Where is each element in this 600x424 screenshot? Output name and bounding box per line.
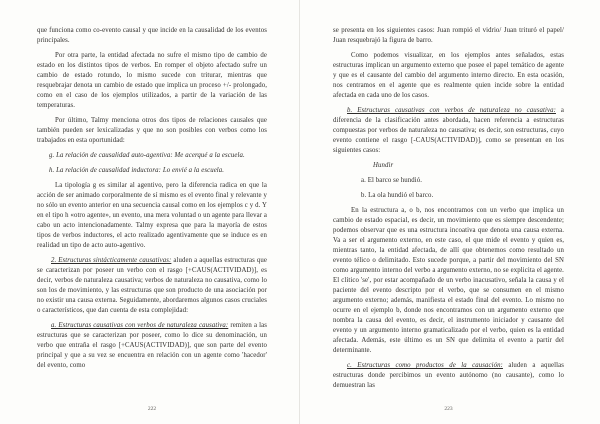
paragraph-text: Por otra parte, la entidad afectada no sufre el mismo tipo de cambio de estado en los distintos tipos de verbos. En romper el objeto afectado sufre un cambio de estado rotundo, lo mismo sucede con triturar, mientras que resquebrajar denota un cambio de estado que implica un proceso +/- prolongado, como en el caso de los ejemplos utilizados, a partir de la variación de las temperaturas.: [37, 52, 267, 109]
paragraph: [333, 206, 564, 356]
section-heading: 2. Estructuras sintácticamente causativas:: [51, 257, 172, 264]
paragraph-text: En la estructura a, o b, nos encontramos con un verbo que implica un cambio de estado espacial, es decir, un movimiento que es siempre descendente; podemos observar que es una estructura incoativa que denota una causa externa. Va a ser el argumento externo, en este caso, el que mide el evento y quien es, mientras tanto, la entidad afectada, de allí que obtenemos como resultado un evento télico o delimitado. Esto sucede porque, a partir del movimiento del SN como argumento interno del verbo a argumento externo, no se explicita el agente. El clítico 'se', por estar acompañado de un verbo inacusativo, señala la causa y el paciente del evento descripto por el verbo, que se consumen en el mismo argumento externo; además, manifiesta el estado final del evento. Lo mismo no ocurre en el ejemplo b, donde nos encontramos con un argumento externo que nombra la causa del evento, es decir, el instrumento iniciador y causante del evento y un argumento interno gramaticalizado por el verbo, quien es la entidad afectada. Además, este último es un SN que delimita el evento a partir del determinante.: [333, 207, 564, 354]
section-heading: c. Estructuras como productos de la causación:: [347, 362, 503, 369]
paragraph-text: Por último, Talmy menciona otros dos tipos de relaciones causales que también pueden ser lexicalizadas y que no son posibles con verbos como los trabajados en esta oportunidad:: [37, 117, 267, 144]
paragraph-text: remiten a las estructuras que se caracterizan por poseer, como lo dice su denominación, un verbo que entraña el rasgo [+CAUS(ACTIVIDAD)], que son parte del evento principal y que a su vez se encuentra en relación con un agente como 'hacedor' del evento, como: [37, 322, 267, 369]
section-heading-paragraph: [333, 106, 564, 156]
section-heading-paragraph: [333, 361, 564, 391]
paragraph: [333, 26, 564, 46]
page-left-body: [37, 26, 267, 402]
page-number: 223: [444, 406, 453, 412]
paragraph-lead: h. La relación de causalidad inductora:: [49, 167, 162, 174]
section-heading-paragraph: [37, 256, 267, 316]
paragraph-text: aluden a aquellas estructuras donde percibimos un evento autónomo (no causante), como lo demuestran las: [333, 362, 564, 389]
paragraph: [37, 26, 267, 46]
section-heading: b. Estructuras causativas con verbos de naturaleza no causativa:: [347, 107, 556, 114]
list-item: [49, 166, 267, 176]
paragraph-text: a. El barco se hundió.: [361, 177, 423, 184]
section-heading: a. Estructuras causativas con verbos de naturaleza causativa:: [51, 322, 229, 329]
page-right-body: [333, 26, 564, 402]
paragraph-text: aluden a aquellas estructuras que se caracterizan por poseer un verbo con el rasgo [+CAUS(ACTIVIDAD)], es decir, verbos de naturaleza causativa; verbos de naturaleza no causativa, como lo son los de movimiento, y las estructuras que son producto de una asociación por no existir una causa externa. Seguidamente, abordaremos algunos casos cruciales o característicos, que dan cuenta de esta complejidad:: [37, 257, 267, 314]
example-sentence: [361, 191, 564, 201]
page-right: [300, 0, 600, 424]
paragraph: [37, 116, 267, 146]
section-heading-paragraph: [37, 321, 267, 371]
paragraph: [37, 181, 267, 251]
paragraph-text: Lo envié a la escuela.: [161, 167, 225, 174]
example-sentence: [361, 176, 564, 186]
paragraph: [333, 51, 564, 101]
list-item: [49, 151, 267, 161]
paragraph-text: a diferencia de la clasificación antes abordada, hacen referencia a estructuras compuestas por verbos de naturaleza no causativa; es decir, son estructuras, cuyo evento contiene el rasgo [-CAUS(ACTIVIDAD)], como se presentan en los siguientes casos:: [333, 107, 564, 154]
paragraph-text: La tipología g es similar al agentivo, pero la diferencia radica en que la acción de ser animado corporalmente de sí mismo es el evento final y relevante y no sólo un evento anterior en una secuencia causal como en los ejemplos c y d. Y en el tipo h «otro agente», un evento, una mera voluntad o un agente para llevar a cabo un acto intencionadamente. Talmy expresa que para la mayoría de estos tipos de verbos inductores, el acto realizado agentivamente que se induce es en realidad un tipo de acto auto-agentivo.: [37, 182, 267, 249]
paragraph-text: Me acerqué a la escuela.: [172, 152, 245, 159]
example-verb: [373, 161, 564, 171]
paragraph-text: b. La ola hundió el barco.: [361, 192, 434, 199]
paragraph-text: Hundir: [373, 162, 394, 169]
paragraph: [37, 51, 267, 111]
paragraph-lead: g. La relación de causalidad auto-agentiva:: [49, 152, 173, 159]
paragraph-text: Como podemos visualizar, en los ejemplos antes señalados, estas estructuras implican un argumento externo que posee el papel temático de agente y que es el causante del cambio del argumento interno directo. En esta ocasión, nos centramos en el agente que es realmente quien incide sobre la entidad afectada en cada uno de los casos.: [333, 52, 564, 99]
page-number: 222: [147, 406, 157, 412]
paragraph-text: que funciona como co-evento causal y que incide en la causalidad de los eventos principales.: [37, 27, 267, 44]
paragraph-text: se presenta en los siguientes casos: Juan rompió el vidrio/ Juan trituró el papel/ Juan resquebrajó la figura de barro.: [333, 27, 564, 44]
